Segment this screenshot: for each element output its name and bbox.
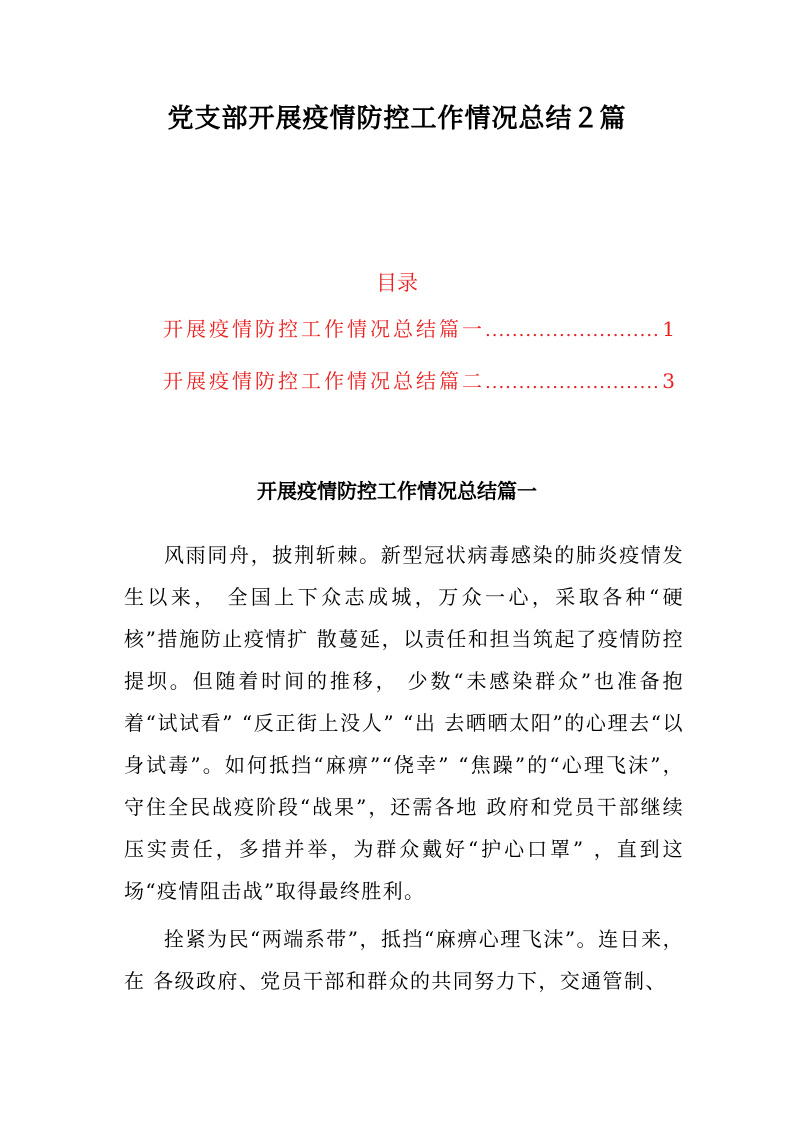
toc-entry-page: 1 (662, 317, 675, 341)
body-paragraph: 风雨同舟，披荆斩棘。新型冠状病毒感染的肺炎疫情发生以来， 全国上下众志成城，万众一心，采取各种“硬核”措施防止疫情扩 散蔓延，以责任和担当筑起了疫情防控提坝。但随着时间的推移， 少数“未感染群众”也准备抱着“试试看” “反正街上没人” “出 去晒晒太阳”的心理去“以身试毒”。如何抵挡“麻痹”“侥幸” “焦躁”的“心理飞沫”，守住全民战疫阶段“战果”，还需各地 政府和党员干部继续压实责任，多措并举，为群众戴好“护心口罩” ，直到这场“疫情阻击战”取得最终胜利。 (124, 543, 684, 903)
toc-leader-dots (485, 368, 660, 398)
section-title: 开展疫情防控工作情况总结篇一 (257, 479, 537, 503)
toc-entry-2[interactable] (163, 366, 675, 396)
table-of-contents (0, 268, 794, 418)
body-paragraph: 拴紧为民“两端系带”，抵挡“麻痹心理飞沫”。连日来，在 各级政府、党员干部和群众的共同努力下，交通管制、 (124, 927, 684, 993)
toc-entry-page: 3 (662, 369, 675, 393)
section-body (124, 534, 684, 1008)
toc-heading: 目录 (376, 271, 418, 295)
toc-entry-1[interactable] (163, 314, 675, 344)
toc-entry-text: 开展疫情防控工作情况总结篇一 (163, 317, 485, 341)
toc-leader-dots (485, 316, 660, 346)
toc-entry-text: 开展疫情防控工作情况总结篇二 (163, 369, 485, 393)
document-title: 党支部开展疫情防控工作情况总结２篇 (167, 104, 627, 134)
